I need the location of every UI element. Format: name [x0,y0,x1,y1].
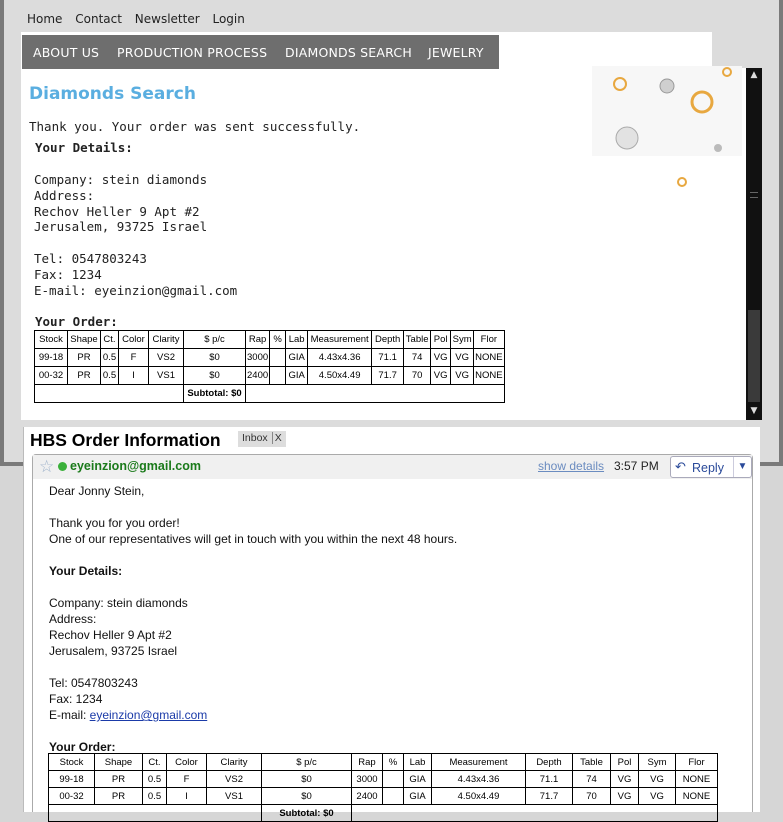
greeting: Dear Jonny Stein, [49,484,145,498]
address-line1: Rechov Heller 9 Apt #2 [34,204,200,219]
header-cell: Sym [639,754,676,771]
menu-about-us[interactable]: ABOUT US [33,45,100,60]
table-header-row [49,754,718,771]
cell: 0.5 [101,367,119,385]
message-time: 3:57 PM [614,459,659,473]
scroll-down-icon[interactable]: ▼ [750,406,758,416]
nav-home-link[interactable]: Home [27,12,63,26]
cell: $0 [184,367,246,385]
address-label: Address: [34,188,95,203]
reply-label: Reply [692,461,724,475]
company-text: Company: stein diamonds [49,596,188,610]
order-heading: Your Order: [35,314,118,329]
cell: 4.50x4.49 [432,788,526,805]
header-cell: Depth [526,754,573,771]
fax-text: Fax: 1234 [34,267,102,282]
cell: GIA [404,771,432,788]
cell: 2400 [352,788,383,805]
cell: F [119,349,149,367]
sender-address[interactable]: eyeinzion@gmail.com [70,459,201,473]
header-cell: Color [119,331,149,349]
subtotal-row [49,805,718,822]
table-row [49,788,718,805]
cell: I [167,788,207,805]
table-row [35,349,505,367]
email-link[interactable]: eyeinzion@gmail.com [89,708,208,722]
cell: NONE [474,367,504,385]
cell: VS1 [149,367,184,385]
order-heading: Your Order: [49,740,116,754]
cell: 70 [573,788,611,805]
cell: VG [639,788,676,805]
message-header [33,455,752,479]
address-line2: Jerusalem, 93725 Israel [49,644,178,658]
cell: 74 [404,349,431,367]
header-cell: Clarity [207,754,262,771]
blank-cell [246,385,505,403]
header-cell: Table [404,331,431,349]
success-message: Thank you. Your order was sent successfully. [29,119,361,134]
cell: 00-32 [49,788,95,805]
header-cell: Clarity [149,331,184,349]
representative-note: One of our representatives will get in touch with you within the next 48 hours. [49,532,458,546]
subtotal-cell: Subtotal: $0 [262,805,352,822]
page-title: Diamonds Search [29,84,196,104]
cell: 3000 [352,771,383,788]
header-cell: % [270,331,286,349]
cell: NONE [474,349,504,367]
inbox-label[interactable] [238,431,286,447]
reply-arrow-icon: ↶ [675,459,686,474]
header-cell: Ct. [101,331,119,349]
cell: 2400 [246,367,270,385]
header-cell: Table [573,754,611,771]
blank-cell [352,805,718,822]
header-cell: Lab [286,331,308,349]
details-heading: Your Details: [35,140,133,155]
cell [383,788,404,805]
cell [270,367,286,385]
details-heading: Your Details: [49,564,123,578]
cell: VS2 [207,771,262,788]
cell: GIA [286,349,308,367]
address-line1: Rechov Heller 9 Apt #2 [49,628,172,642]
table-header-row [35,331,505,349]
header-cell: Pol [431,331,451,349]
email-text: E-mail: eyeinzion@gmail.com [34,283,238,298]
diamonds-decoration [592,66,742,196]
thanks-text: Thank you for you order! [49,516,180,530]
order-table [34,330,505,403]
cell: VS1 [207,788,262,805]
table-row [35,367,505,385]
cell: 4.43x4.36 [432,771,526,788]
blank-cell [35,385,184,403]
cell: NONE [676,788,718,805]
nav-login-link[interactable]: Login [212,12,245,26]
header-cell: Measurement [308,331,372,349]
show-details-link[interactable]: show details [538,459,605,473]
blank-cell [49,805,262,822]
inbox-label-text: Inbox [242,432,268,444]
cell: PR [68,367,101,385]
cell: NONE [676,771,718,788]
menu-production-process[interactable]: PRODUCTION PROCESS [117,45,268,60]
header-cell: Depth [372,331,404,349]
cell: $0 [184,349,246,367]
cell: 71.7 [372,367,404,385]
cell: VG [431,367,451,385]
remove-label-button[interactable]: X [272,432,282,444]
subtotal-row [35,385,505,403]
cell: 00-32 [35,367,68,385]
cell: $0 [262,788,352,805]
address-label: Address: [49,612,97,626]
header-cell: Color [167,754,207,771]
cell: I [119,367,149,385]
cell: 70 [404,367,431,385]
header-cell: Lab [404,754,432,771]
chevron-down-icon[interactable]: ▼ [733,457,751,477]
cell: GIA [286,367,308,385]
main-menu [22,35,499,69]
star-icon[interactable]: ☆ [39,457,55,477]
cell: 0.5 [143,788,167,805]
online-status-icon [58,462,67,471]
cell: 99-18 [49,771,95,788]
scroll-up-icon[interactable]: ▲ [750,70,758,80]
cell: 3000 [246,349,270,367]
cell: VG [431,349,451,367]
header-cell: Flor [676,754,718,771]
top-navigation [27,12,254,26]
cell: VG [611,788,639,805]
table-row [49,771,718,788]
fax-text: Fax: 1234 [49,692,103,706]
nav-newsletter-link[interactable]: Newsletter [134,12,200,26]
header-cell: Rap [246,331,270,349]
cell: 4.50x4.49 [308,367,372,385]
header-cell: Pol [611,754,639,771]
cell: 71.1 [526,771,573,788]
cell: GIA [404,788,432,805]
cell [383,771,404,788]
company-text: Company: stein diamonds [34,172,208,187]
scroll-thumb[interactable] [748,310,760,402]
header-cell: Measurement [432,754,526,771]
cell: $0 [262,771,352,788]
cell [270,349,286,367]
email-order-table [48,753,718,822]
menu-diamonds-search[interactable]: DIAMONDS SEARCH [285,45,412,60]
subtotal-cell: Subtotal: $0 [184,385,246,403]
cell: PR [95,788,143,805]
scroll-grip [750,192,758,198]
header-cell: Stock [49,754,95,771]
header-cell: Shape [95,754,143,771]
header-cell: $ p/c [262,754,352,771]
cell: VG [611,771,639,788]
email-line [49,708,207,722]
cell: 0.5 [143,771,167,788]
email-subject: HBS Order Information [30,430,221,450]
header-cell: Rap [352,754,383,771]
tel-text: Tel: 0547803243 [34,251,147,266]
reply-button[interactable] [670,456,752,478]
cell: 74 [573,771,611,788]
cell: 71.1 [372,349,404,367]
header-cell: Sym [451,331,474,349]
cell: F [167,771,207,788]
cell: 71.7 [526,788,573,805]
header-cell: % [383,754,404,771]
menu-jewelry[interactable]: JEWELRY [428,45,484,60]
email-panel [23,427,760,819]
header-cell: Ct. [143,754,167,771]
page-scrollbar[interactable] [746,68,762,420]
cell: 0.5 [101,349,119,367]
cell: 4.43x4.36 [308,349,372,367]
tel-text: Tel: 0547803243 [49,676,138,690]
cell: VS2 [149,349,184,367]
header-cell: Stock [35,331,68,349]
cell: VG [451,367,474,385]
cell: PR [68,349,101,367]
cell: PR [95,771,143,788]
cell: VG [451,349,474,367]
nav-contact-link[interactable]: Contact [75,12,122,26]
email-prefix: E-mail: [49,708,90,722]
header-cell: $ p/c [184,331,246,349]
cell: 99-18 [35,349,68,367]
cell: VG [639,771,676,788]
address-line2: Jerusalem, 93725 Israel [34,219,208,234]
header-cell: Flor [474,331,504,349]
header-cell: Shape [68,331,101,349]
